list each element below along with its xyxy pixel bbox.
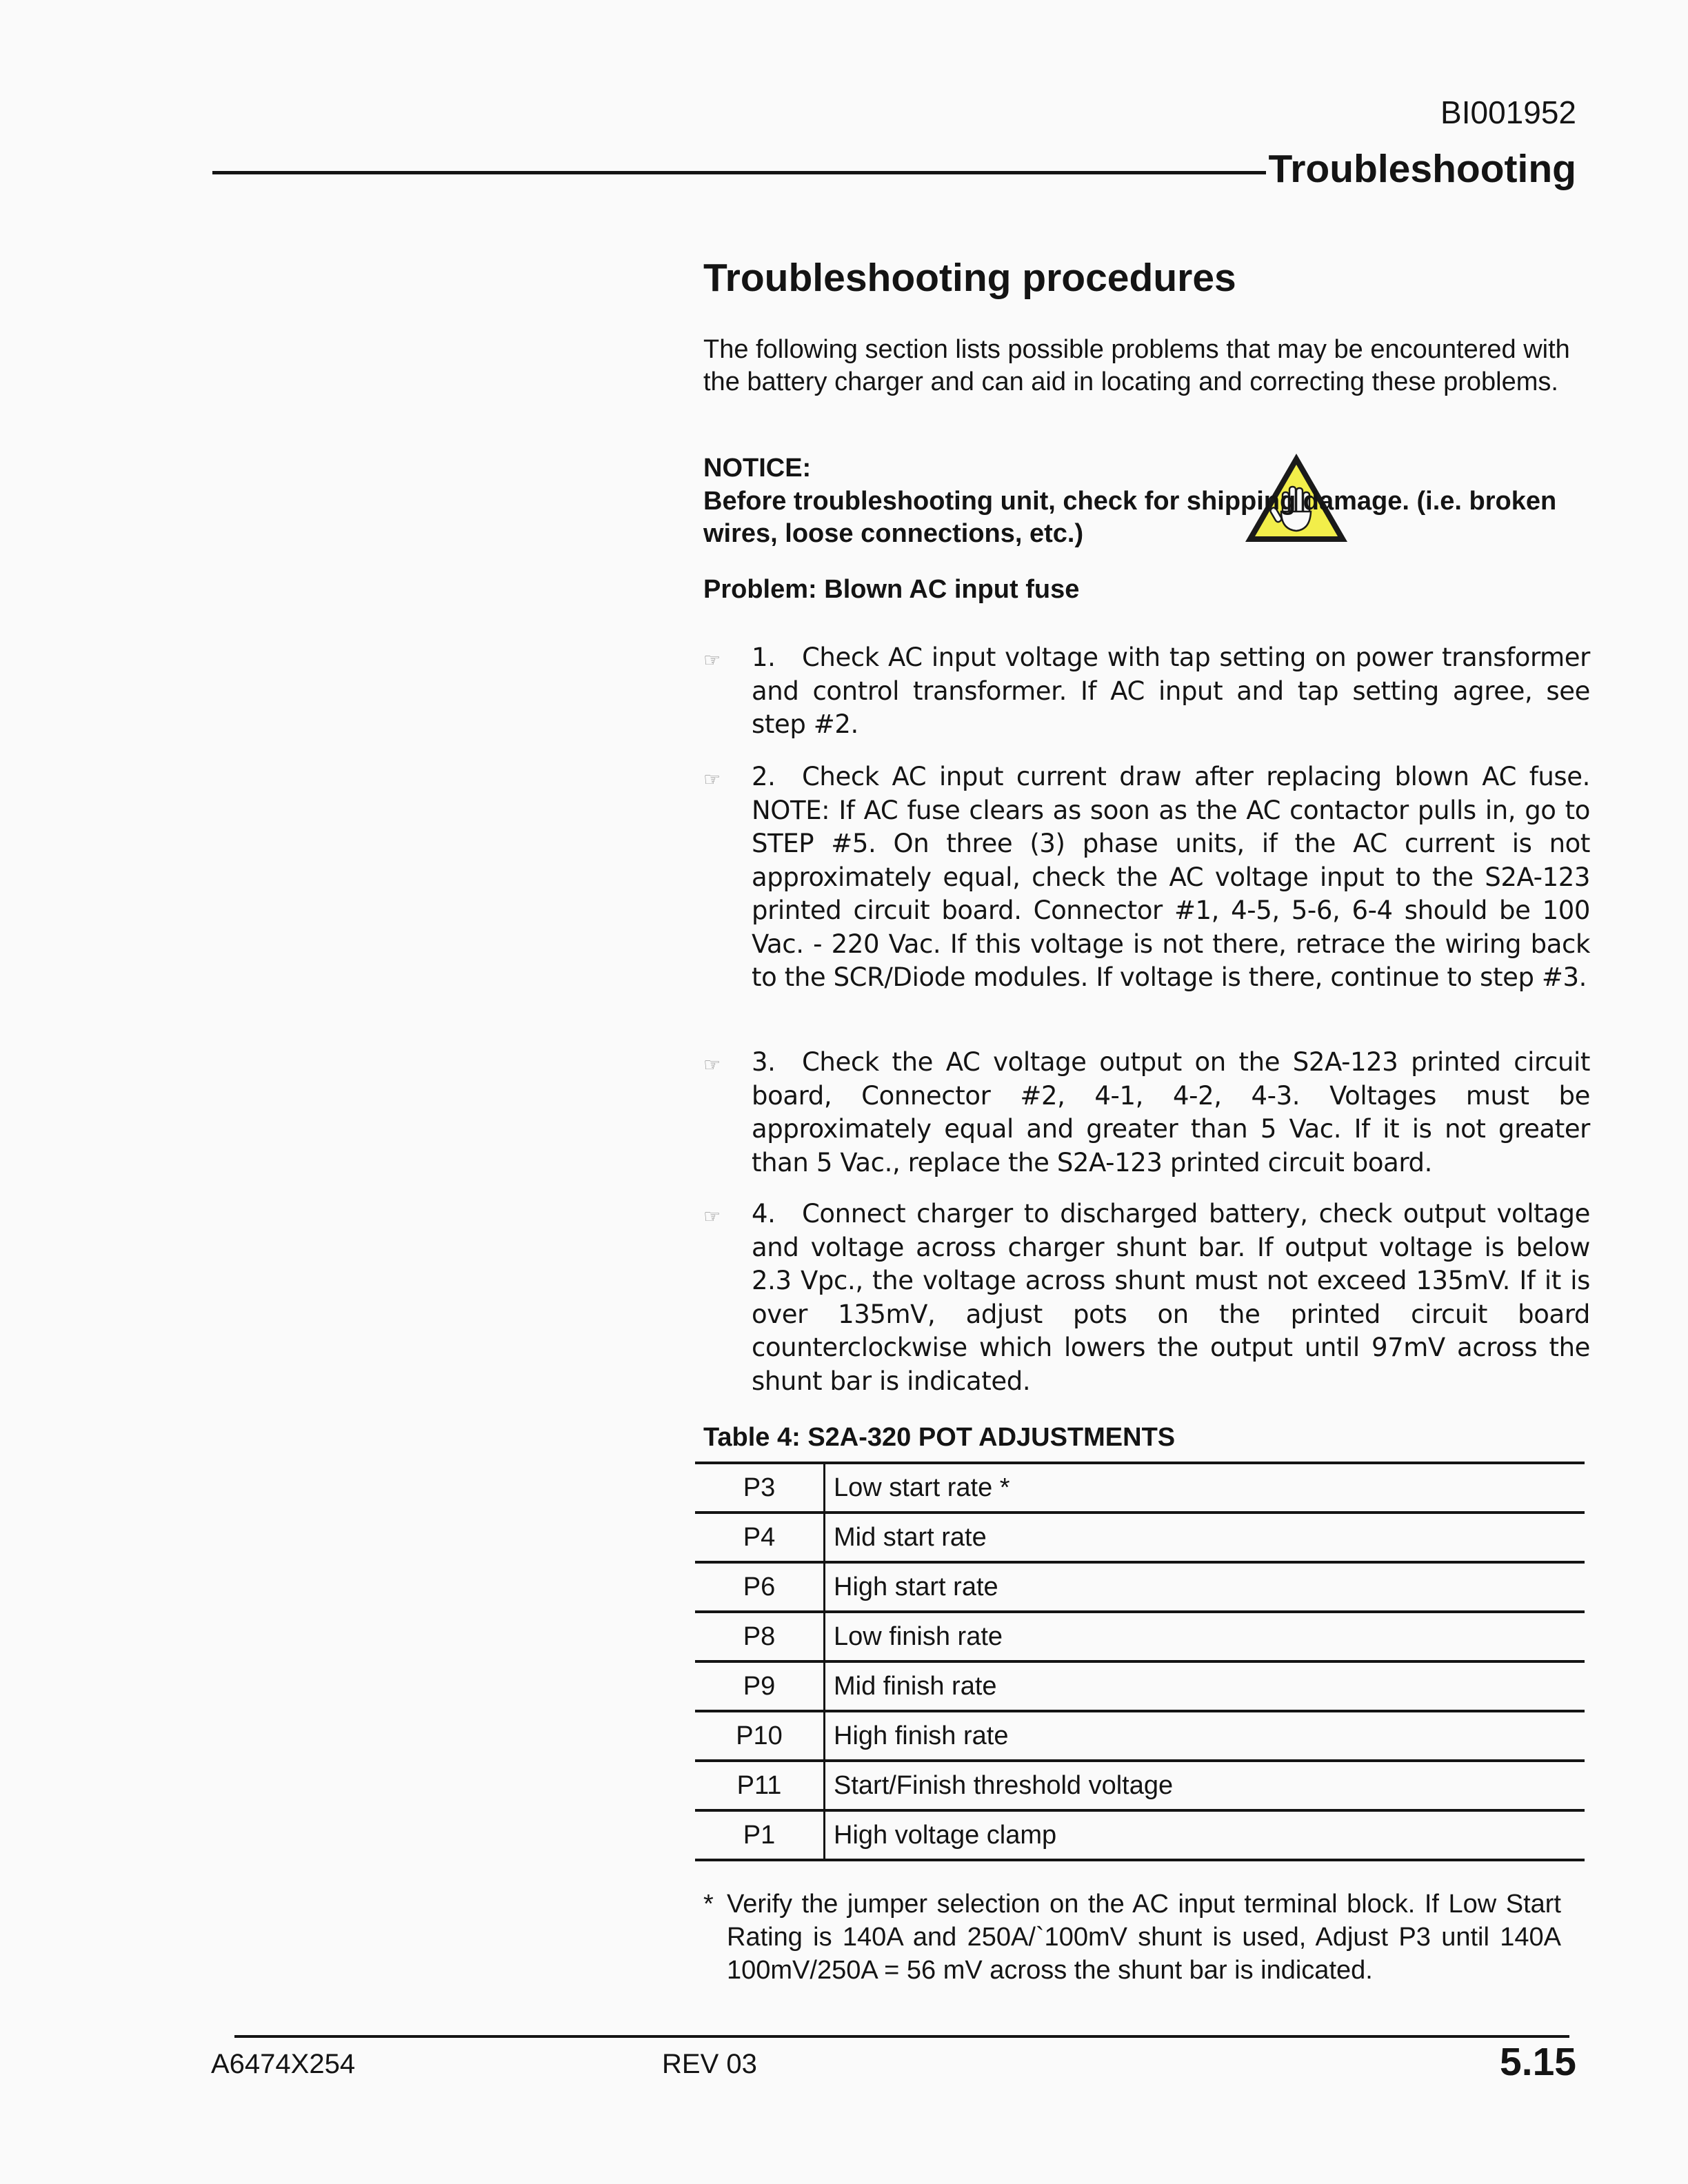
section-title: Troubleshooting	[1268, 147, 1576, 191]
step-number: 2.	[752, 762, 776, 791]
header-rule	[212, 171, 1266, 174]
table-caption: Table 4: S2A-320 POT ADJUSTMENTS	[703, 1423, 1176, 1452]
problem-heading: Problem: Blown AC input fuse	[703, 575, 1080, 604]
part-number: A6474X254	[211, 2049, 356, 2079]
description-cell: Mid start rate	[825, 1513, 1585, 1562]
description-cell: Mid finish rate	[825, 1661, 1585, 1711]
document-id: BI001952	[1440, 94, 1576, 130]
pot-cell: P1	[695, 1810, 825, 1860]
description-cell: High voltage clamp	[825, 1810, 1585, 1860]
pot-cell: P8	[695, 1612, 825, 1661]
pointing-hand-icon: ☞	[703, 768, 721, 791]
table-row	[695, 1513, 1585, 1562]
description-cell: Low start rate *	[825, 1463, 1585, 1513]
list-item	[703, 641, 1590, 742]
footnote-marker: *	[703, 1890, 714, 1919]
list-item	[703, 1197, 1590, 1398]
pointing-hand-icon: ☞	[703, 649, 721, 671]
pointing-hand-icon: ☞	[703, 1053, 721, 1076]
pot-cell: P3	[695, 1463, 825, 1513]
intro-paragraph: The following section lists possible problems that may be encountered with the battery charger and can aid in locating and correcting these problems.	[703, 335, 1570, 396]
step-number: 1.	[752, 643, 776, 672]
notice-label: NOTICE:	[703, 454, 812, 483]
list-item	[703, 760, 1590, 995]
table-row	[695, 1661, 1585, 1711]
page-title: Troubleshooting procedures	[703, 256, 1236, 300]
table-row	[695, 1562, 1585, 1612]
step-text: Check AC input voltage with tap setting on power transformer and control transformer. If AC input and tap setting agree, see step #2.	[752, 643, 1590, 739]
pot-cell: P9	[695, 1661, 825, 1711]
step-text: Check AC input current draw after replacing blown AC fuse. NOTE: If AC fuse clears as soon as the AC contactor pulls in, go to STEP #5. On three (3) phase units, if the AC current is not approximately equal, check the AC voltage input to the S2A-123 printed circuit board. Connector #1, 4-5, 5-6, 6-4 should be 100 Vac. - 220 Vac. If this voltage is not there, retrace the wiring back to the SCR/Diode modules. If voltage is there, continue to step #3.	[752, 762, 1590, 992]
step-number: 3.	[752, 1047, 776, 1077]
pointing-hand-icon: ☞	[703, 1205, 721, 1228]
revision: REV 03	[662, 2049, 757, 2079]
pot-cell: P11	[695, 1761, 825, 1810]
table-footnote	[703, 1888, 1561, 1987]
page-number: 5.15	[1500, 2040, 1576, 2084]
description-cell: High start rate	[825, 1562, 1585, 1612]
pot-adjustments-table	[695, 1462, 1585, 1861]
pot-cell: P10	[695, 1711, 825, 1761]
table-row	[695, 1612, 1585, 1661]
step-text: Check the AC voltage output on the S2A-123 printed circuit board, Connector #2, 4-1, 4-2, 4-3. Voltages must be approximately equal and greater than 5 Vac. If it is not greater than 5 Vac., replace the S2A-123 printed circuit board.	[752, 1047, 1590, 1177]
table-row	[695, 1463, 1585, 1513]
notice-text: Before troubleshooting unit, check for shipping damage. (i.e. broken wires, loose connections, etc.)	[703, 487, 1557, 548]
footer-rule	[234, 2035, 1569, 2038]
table-row	[695, 1711, 1585, 1761]
step-number: 4.	[752, 1199, 776, 1228]
list-item	[703, 1046, 1590, 1180]
pot-cell: P6	[695, 1562, 825, 1612]
table-row	[695, 1761, 1585, 1810]
table-row	[695, 1810, 1585, 1860]
pot-cell: P4	[695, 1513, 825, 1562]
description-cell: High finish rate	[825, 1711, 1585, 1761]
description-cell: Start/Finish threshold voltage	[825, 1761, 1585, 1810]
footnote-text: Verify the jumper selection on the AC input terminal block. If Low Start Rating is 140A and 250A/`100mV shunt is used, Adjust P3 until 140A 100mV/250A = 56 mV across the shunt bar is indicated.	[727, 1890, 1561, 1985]
step-text: Connect charger to discharged battery, check output voltage and voltage across charger shunt bar. If output voltage is below 2.3 Vpc., the voltage across shunt must not exceed 135mV. If it is over 135mV, adjust pots on the printed circuit board counterclockwise which lowers the output until 97mV across the shunt bar is indicated.	[752, 1199, 1590, 1396]
description-cell: Low finish rate	[825, 1612, 1585, 1661]
